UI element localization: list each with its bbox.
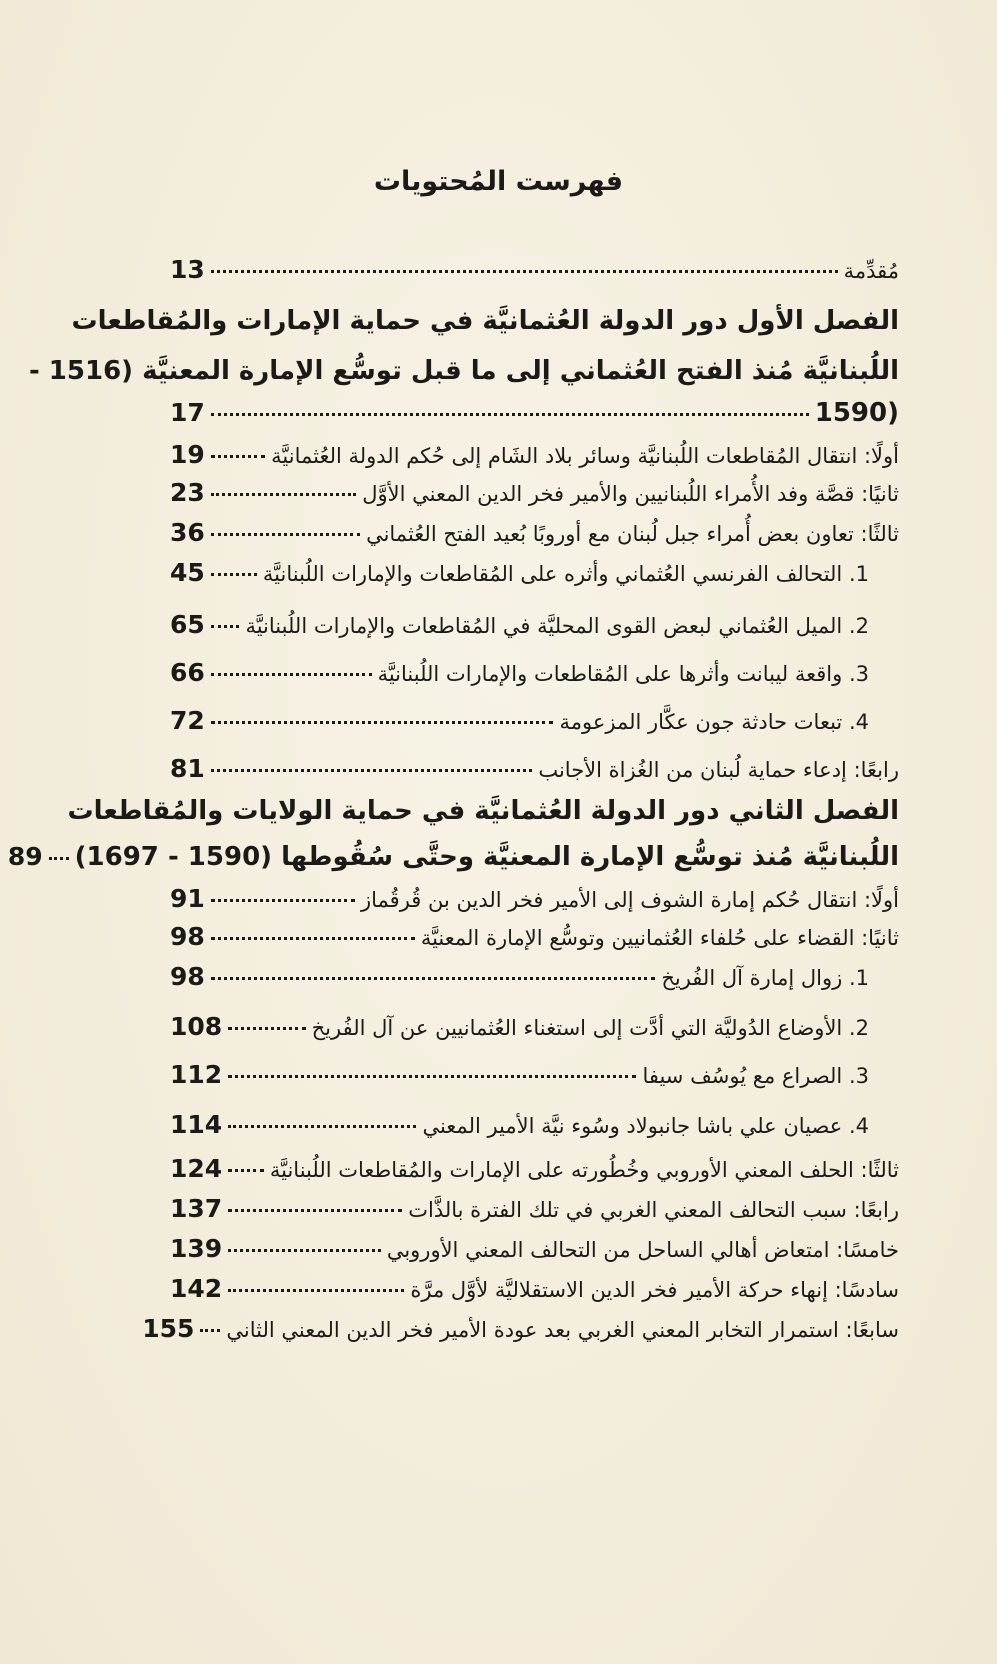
toc-entry [170, 440, 899, 469]
dot-leader [211, 413, 809, 416]
toc-entry-title: سابعًا: استمرار التخابر المعني الغربي بعد عودة الأمير فخر الدين المعني الثاني [226, 1318, 899, 1342]
toc-entry [170, 1194, 899, 1223]
dot-leader [200, 1329, 220, 1332]
toc-entry [170, 1110, 869, 1139]
toc-entry [170, 1012, 869, 1041]
toc-entry [170, 884, 899, 913]
toc-entry-title: رابعًا: إدعاء حماية لُبنان من الغُزاة الأجانب [538, 758, 899, 782]
toc-entry [142, 1314, 899, 1343]
toc-page-number: 142 [170, 1274, 223, 1303]
toc-entry-title: اللُبنانيَّة مُنذ توسُّع الإمارة المعنيَّة وحتَّى سُقُوطها (1590 - 1697) [74, 842, 899, 872]
toc-page-number: 124 [170, 1154, 223, 1183]
toc-page-number: 72 [170, 706, 205, 735]
toc-entry [170, 1154, 899, 1183]
toc-entry-title: ثانيًا: قصَّة وفد الأُمراء اللُبنانيين والأمير فخر الدين المعني الأوَّل [362, 482, 899, 506]
toc-page-number: 139 [170, 1234, 223, 1263]
toc-entry-title: اللُبنانيَّة مُنذ الفتح العُثماني إلى ما قبل توسُّع الإمارة المعنيَّة (1516 - [28, 356, 899, 386]
dot-leader [211, 493, 356, 496]
dot-leader [211, 937, 415, 940]
toc-entry [170, 1060, 869, 1089]
dot-leader [228, 1289, 404, 1292]
toc-entry-title: ثانيًا: القضاء على حُلفاء العُثمانيين وتوسُّع الإمارة المعنيَّة [420, 926, 899, 950]
toc-entry [170, 610, 869, 639]
toc-entry-title: مُقدِّمة [843, 259, 899, 283]
toc-page-number: 65 [170, 610, 205, 639]
toc-entry-title: ثالثًا: تعاون بعض أُمراء جبل لُبنان مع أوروبًا بُعيد الفتح العُثماني [366, 522, 899, 546]
toc-page-number: 81 [170, 754, 205, 783]
toc-entry-title: 2. الميل العُثماني لبعض القوى المحليَّة في المُقاطعات والإمارات اللُبنانيَّة [245, 614, 869, 638]
toc-entry-title: 4. تبعات حادثة جون عكَّار المزعومة [559, 710, 869, 734]
toc-entry [170, 1234, 899, 1263]
toc-page-number: 108 [170, 1012, 223, 1041]
toc-entry-title: 3. واقعة ليبانت وأثرها على المُقاطعات والإمارات اللُبنانيَّة [377, 662, 869, 686]
dot-leader [211, 673, 372, 676]
toc-entry [170, 255, 899, 284]
toc-entry-title: الفصل الثاني دور الدولة العُثمانيَّة في حماية الولايات والمُقاطعات [67, 796, 899, 826]
dot-leader [228, 1075, 636, 1078]
toc-chapter-line [67, 796, 899, 826]
dot-leader [211, 721, 554, 724]
dot-leader [211, 769, 533, 772]
toc-entry [170, 962, 869, 991]
toc-page-number: 98 [170, 922, 205, 951]
dot-leader [211, 533, 360, 536]
toc-chapter-line [7, 842, 899, 872]
toc-chapter-line [170, 398, 899, 428]
toc-entry-title: سادسًا: إنهاء حركة الأمير فخر الدين الاستقلاليَّة لأوَّل مرَّة [410, 1278, 899, 1302]
dot-leader [228, 1209, 402, 1212]
toc-page-number: 112 [170, 1060, 223, 1089]
toc-page-number: 137 [170, 1194, 223, 1223]
toc-entry [170, 706, 869, 735]
dot-leader [228, 1169, 264, 1172]
dot-leader [211, 899, 355, 902]
toc-entry [170, 1274, 899, 1303]
dot-leader [211, 270, 838, 273]
toc-page-number: 13 [170, 255, 205, 284]
dot-leader [228, 1027, 305, 1030]
toc-page-number: 91 [170, 884, 205, 913]
toc-entry-title: ثالثًا: الحلف المعني الأوروبي وخُطُورته على الإمارات والمُقاطعات اللُبنانيَّة [269, 1158, 899, 1182]
toc-entry [170, 754, 899, 783]
toc-entry-title: 2. الأوضاع الدُوليَّة التي أدَّت إلى استغناء العُثمانيين عن آل الفُريخ [311, 1016, 869, 1040]
toc-entry [170, 478, 899, 507]
toc-entry-title: 4. عصيان علي باشا جانبولاد وسُوء نيَّة الأمير المعني [422, 1114, 869, 1138]
toc-entry-title: رابعًا: سبب التحالف المعني الغربي في تلك الفترة بالذَّات [408, 1198, 899, 1222]
toc-chapter-line [71, 306, 899, 336]
toc-entry-title: 1. التحالف الفرنسي العُثماني وأثره على المُقاطعات والإمارات اللُبنانيَّة [262, 562, 869, 586]
toc-page-number: 98 [170, 962, 205, 991]
toc-page-number: 114 [170, 1110, 223, 1139]
toc-entry-title: أولًا: انتقال المُقاطعات اللُبنانيَّة وسائر بلاد الشَام إلى حُكم الدولة العُثمانيَّة [271, 444, 899, 468]
toc-entry-title: الفصل الأول دور الدولة العُثمانيَّة في حماية الإمارات والمُقاطعات [71, 306, 899, 336]
dot-leader [211, 625, 240, 628]
toc-chapter-line [28, 356, 899, 386]
toc-page-number: 36 [170, 518, 205, 547]
dot-leader [228, 1249, 381, 1252]
toc-entry-title: (1590 [814, 398, 899, 428]
toc-entry [170, 658, 869, 687]
toc-page-number: 89 [7, 842, 43, 871]
toc-page-number: 66 [170, 658, 205, 687]
toc-page-number: 23 [170, 478, 205, 507]
toc-page-number: 17 [170, 398, 205, 427]
dot-leader [211, 455, 265, 458]
toc-page-number: 19 [170, 440, 205, 469]
dot-leader [228, 1125, 416, 1128]
dot-leader [49, 857, 69, 860]
toc-entry-title: أولًا: انتقال حُكم إمارة الشوف إلى الأمير فخر الدين بن قُرقُماز [360, 888, 899, 912]
toc-entry-title: خامسًا: امتعاض أهالي الساحل من التحالف المعني الأوروبي [386, 1238, 899, 1262]
toc-page-number: 155 [142, 1314, 195, 1343]
page-title: فهرست المُحتويات [373, 166, 624, 197]
toc-entry [170, 558, 869, 587]
toc-entry-title: 1. زوال إمارة آل الفُريخ [661, 966, 869, 990]
toc-entry-title: 3. الصراع مع يُوسُف سيفا [642, 1064, 869, 1088]
dot-leader [211, 977, 656, 980]
toc-entry [170, 922, 899, 951]
toc-entry [170, 518, 899, 547]
toc-page-number: 45 [170, 558, 205, 587]
dot-leader [211, 573, 257, 576]
